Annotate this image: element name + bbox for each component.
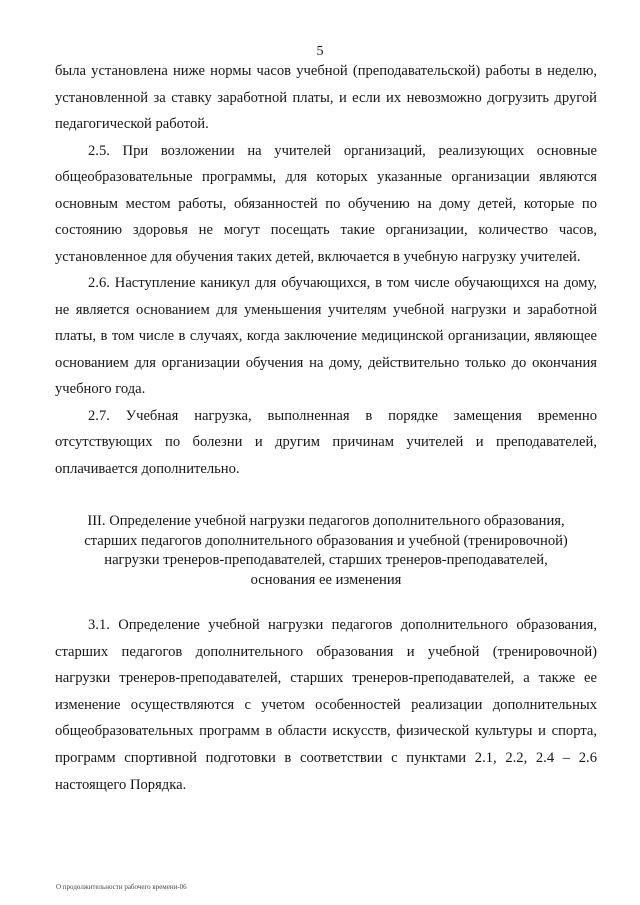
section-heading: [55, 512, 597, 590]
footer-note: О продолжительности рабочего времени-06: [56, 883, 187, 891]
section-heading-line: III. Определение учебной нагрузки педагогов дополнительного образования,: [87, 513, 565, 529]
page-number: 5: [316, 44, 324, 59]
paragraph-2-5: 2.5. При возложении на учителей организаций, реализующих основные общеобразовательные программы, для которых указанные организации являются основным местом работы, обязанностей по обучению на дому детей, которые по состоянию здоровья не могут посещать такие организации, количество часов, установленное для обучения таких детей, включается в учебную нагрузку учителей.: [55, 142, 597, 265]
section-3-body: [55, 612, 597, 798]
paragraph-2-6: 2.6. Наступление каникул для обучающихся, в том числе обучающихся на дому, не является основанием для уменьшения учителям учебной нагрузки и заработной платы, в том числе в случаях, когда заключение медицинской организации, являющее основанием для организации обучения на дому, действительно только до окончания учебного года.: [55, 275, 597, 397]
section-heading-line: основания ее изменения: [250, 571, 402, 588]
section-heading-line: старших педагогов дополнительного образования и учебной (тренировочной): [84, 532, 568, 549]
paragraph-continuation: была установлена ниже нормы часов учебной (преподавательской) работы в неделю, установленной за ставку заработной платы, и если их невозможно догрузить другой педагогической работой.: [55, 63, 597, 132]
section-heading-line: нагрузки тренеров-преподавателей, старших тренеров-преподавателей,: [104, 552, 548, 568]
paragraph-3-1: 3.1. Определение учебной нагрузки педагогов дополнительного образования, старших педагогов дополнительного образования и учебной (тренировочной) нагрузки тренеров-преподавателей, старших тренеров-преподавателей, а также ее изменение осуществляются с учетом особенностей реализации дополнительных общеобразовательных программ в области искусств, физической культуры и спорта, программ спортивной подготовки в соответствии с пунктами 2.1, 2.2, 2.4 – 2.6 настоящего Порядка.: [55, 617, 597, 793]
document-body: [55, 58, 597, 482]
paragraph-2-7: 2.7. Учебная нагрузка, выполненная в порядке замещения временно отсутствующих по болезни и другим причинам учителей и преподавателей, оплачивается дополнительно.: [55, 407, 597, 477]
